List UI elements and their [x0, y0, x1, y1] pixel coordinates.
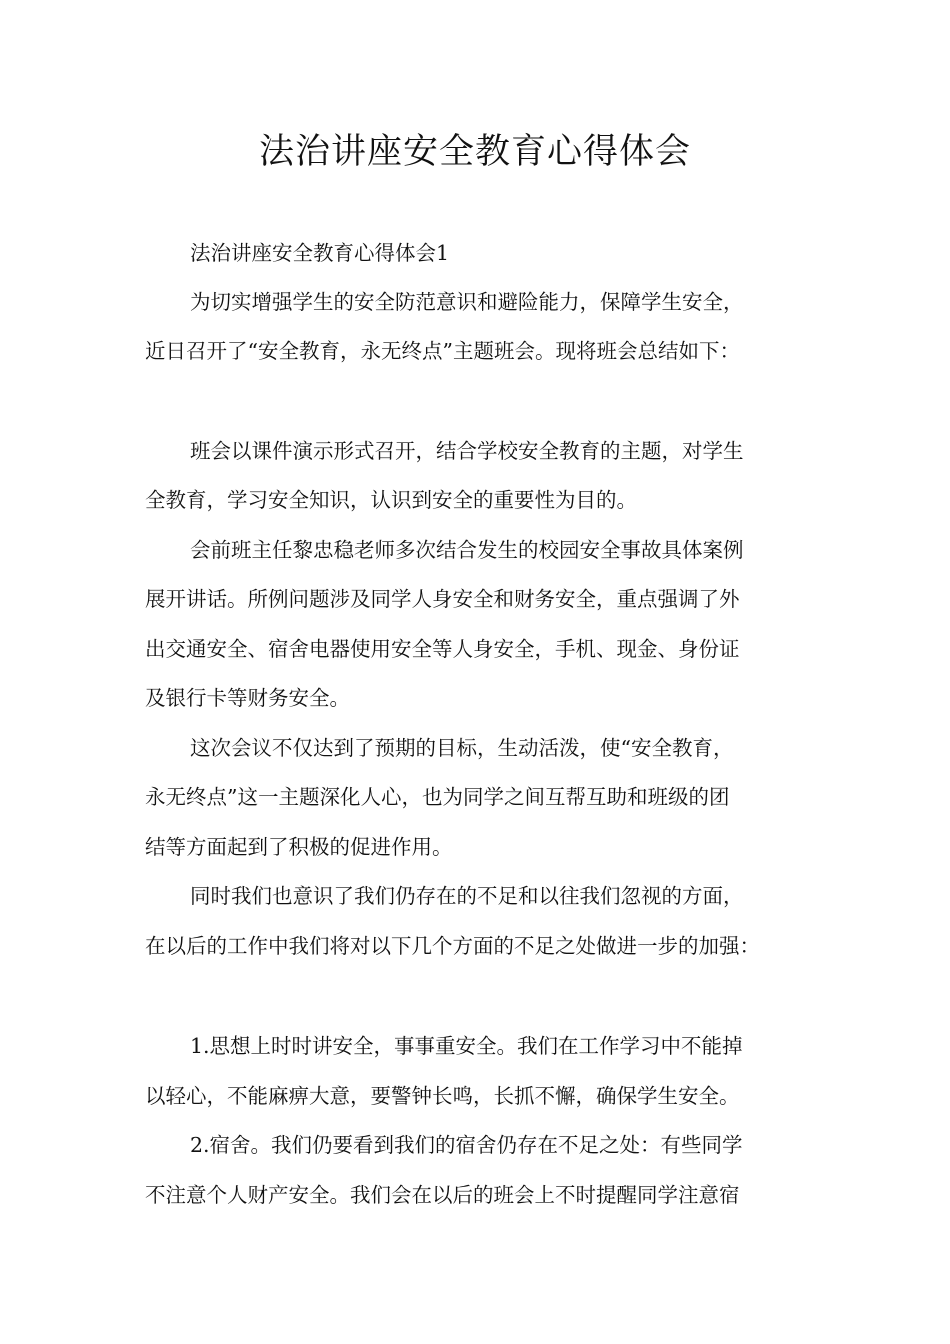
list-item-line: 1.思想上时时讲安全，事事重安全。我们在工作学习中不能掉 [190, 1034, 743, 1058]
paragraph-line: 永无终点”这一主题深化人心，也为同学之间互帮互助和班级的团 [145, 785, 730, 809]
paragraph-line: 为切实增强学生的安全防范意识和避险能力，保障学生安全， [190, 290, 744, 314]
paragraph-line: 这次会议不仅达到了预期的目标，生动活泼，使“安全教育， [190, 736, 734, 760]
paragraph-line: 班会以课件演示形式召开，结合学校安全教育的主题，对学生 [190, 439, 744, 463]
paragraph-line: 及银行卡等财务安全。 [145, 686, 350, 710]
paragraph-line: 同时我们也意识了我们仍存在的不足和以往我们忽视的方面， [190, 884, 744, 908]
paragraph-line: 出交通安全、宿舍电器使用安全等人身安全，手机、现金、身份证 [145, 637, 740, 661]
list-item-line: 不注意个人财产安全。我们会在以后的班会上不时提醒同学注意宿 [145, 1183, 740, 1207]
paragraph-line: 结等方面起到了积极的促进作用。 [145, 835, 453, 859]
paragraph-line: 会前班主任黎忠稳老师多次结合发生的校园安全事故具体案例 [190, 538, 744, 562]
list-item-line: 以轻心，不能麻痹大意，要警钟长鸣，长抓不懈，确保学生安全。 [145, 1084, 740, 1108]
document-title: 法治讲座安全教育心得体会 [258, 132, 691, 172]
paragraph-line: 在以后的工作中我们将对以下几个方面的不足之处做进一步的加强： [145, 934, 760, 958]
paragraph-line: 近日召开了“安全教育，永无终点”主题班会。现将班会总结如下： [145, 339, 740, 363]
section-heading: 法治讲座安全教育心得体会1 [190, 241, 450, 265]
list-item-line: 2.宿舍。我们仍要看到我们的宿舍仍存在不足之处：有些同学 [190, 1133, 743, 1157]
paragraph-line: 全教育，学习安全知识，认识到安全的重要性为目的。 [145, 488, 637, 512]
paragraph-line: 展开讲话。所例问题涉及同学人身安全和财务安全，重点强调了外 [145, 587, 740, 611]
